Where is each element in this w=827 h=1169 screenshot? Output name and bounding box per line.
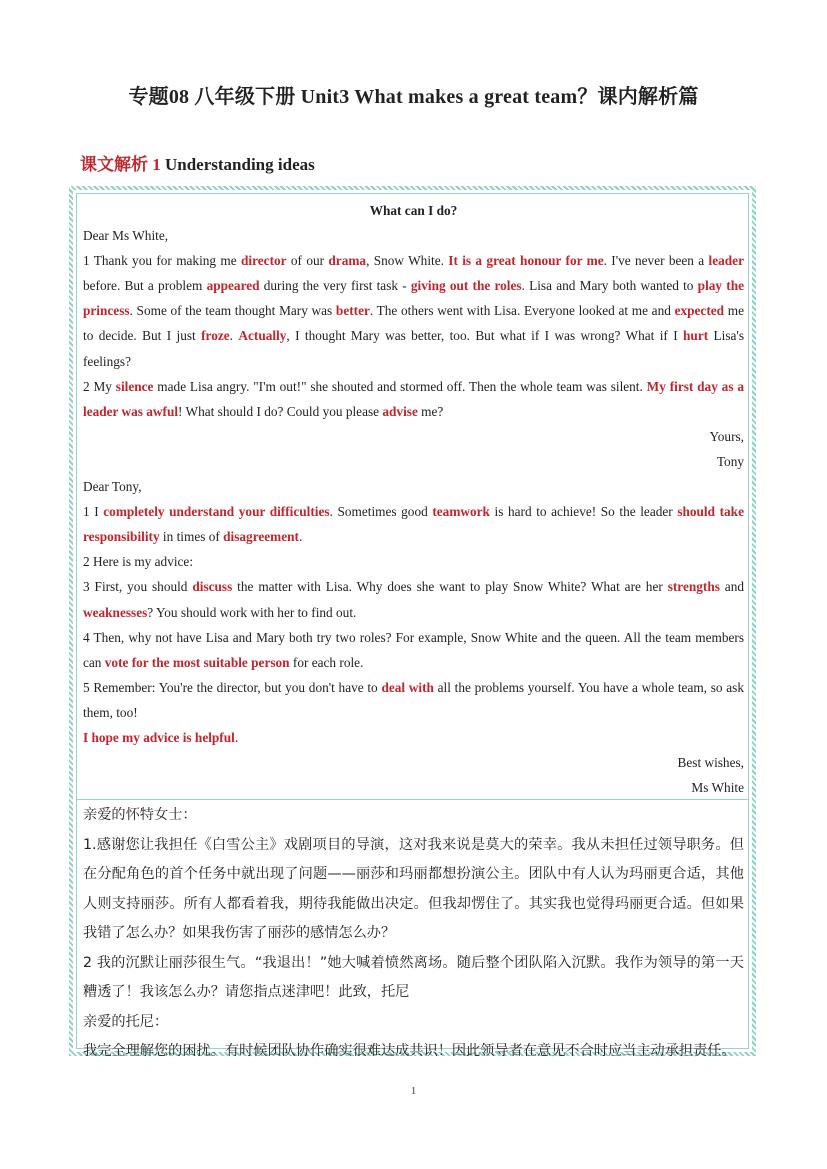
text-run: before. But a problem xyxy=(83,278,207,294)
letter2-greeting: Dear Tony, xyxy=(83,479,142,495)
page-title: 专题08 八年级下册 Unit3 What makes a great team？课内解析篇 xyxy=(128,86,699,108)
highlighted-phrase: teamwork xyxy=(432,504,490,520)
text-run: is hard to achieve! So the leader xyxy=(489,504,678,520)
letter1-signature: Tony xyxy=(716,453,744,469)
highlighted-phrase: leader xyxy=(708,253,744,269)
highlighted-phrase: better xyxy=(335,303,370,319)
english-letters xyxy=(77,194,748,800)
letter-title: What can I do? xyxy=(369,203,458,218)
highlighted-phrase: appeared xyxy=(206,278,260,294)
text-box-inner xyxy=(76,193,749,1059)
letter2-paragraph-2: 2 Here is my advice: xyxy=(83,554,194,570)
text-run: 1 Thank you for making me xyxy=(83,253,242,269)
page-number: 1 xyxy=(410,1085,417,1097)
text-box xyxy=(69,186,756,1059)
text-run: , I thought Mary was better, too. But what if I was wrong? What if I xyxy=(286,328,684,344)
text-run: the matter with Lisa. Why does she want to play Snow White? What are her xyxy=(232,579,668,595)
letter2-paragraph-3 xyxy=(83,574,744,624)
section-heading xyxy=(80,150,315,175)
highlighted-phrase: drama xyxy=(328,253,367,269)
translation-paragraph-2: 2 我的沉默让丽莎很生气。“我退出！”她大喊着愤然离场。随后整个团队陷入沉默。我作为领导的第一天糟透了！我该怎么办？请您指点迷津吧！此致，托尼 xyxy=(83,954,744,1000)
letter2-paragraph-1 xyxy=(83,499,744,549)
text-run: . xyxy=(298,529,303,545)
highlighted-phrase: discuss xyxy=(192,579,233,595)
highlighted-phrase: giving out the roles xyxy=(410,278,522,294)
highlighted-phrase: hurt xyxy=(683,328,709,344)
highlighted-phrase: weaknesses xyxy=(83,604,148,620)
letter2-paragraph-6 xyxy=(83,725,744,750)
highlighted-phrase: vote for the most suitable person xyxy=(104,654,290,670)
highlighted-phrase: My first day as a leader was awful xyxy=(83,378,744,419)
highlighted-phrase: advise xyxy=(382,403,418,419)
chinese-translation xyxy=(77,801,748,1059)
text-run: made Lisa angry. "I'm out!" she shouted and stormed off. Then the whole team was silent. xyxy=(153,378,647,394)
text-run: in times of xyxy=(159,529,224,545)
highlighted-phrase: completely understand your difficulties xyxy=(103,504,330,520)
text-run: 2 My xyxy=(83,378,116,394)
letter1-paragraph-2 xyxy=(83,374,744,424)
text-run: . Some of the team thought Mary was xyxy=(129,303,336,319)
translation-greeting-1: 亲爱的怀特女士： xyxy=(83,807,197,823)
letter1-closing: Yours, xyxy=(709,428,744,444)
highlighted-phrase: should take responsibility xyxy=(83,504,744,545)
highlighted-phrase: froze xyxy=(201,328,230,344)
letter2-paragraph-5 xyxy=(83,675,744,725)
text-run: me to decide. But I just xyxy=(83,303,744,344)
highlighted-phrase: I hope my advice is helpful xyxy=(83,729,235,745)
translation-greeting-2: 亲爱的托尼： xyxy=(83,1013,169,1030)
text-run: 3 First, you should xyxy=(83,579,193,595)
text-run: during the very first task - xyxy=(259,278,411,294)
text-run: . xyxy=(234,729,239,745)
translation-paragraph-1: 1.感谢您让我担任《白雪公主》戏剧项目的导演，这对我来说是莫大的荣幸。我从未担任过领导职务。但在分配角色的首个任务中就出现了问题——丽莎和玛丽都想扮演公主。团队中有人认为玛丽更合适，其他人则支持丽莎。所有人都看着我，期待我能做出决定。但我却愣住了。其实我也觉得玛丽更合适。但如果我错了怎么办？如果我伤害了丽莎的感情怎么办？ xyxy=(83,836,744,941)
highlighted-phrase: deal with xyxy=(381,679,434,695)
letter2-paragraph-4 xyxy=(83,625,744,675)
text-run: . Lisa and Mary both wanted to xyxy=(521,278,698,294)
highlighted-phrase: play the princess xyxy=(83,278,744,319)
highlighted-phrase: Actually xyxy=(238,328,287,344)
letter1-paragraph-1 xyxy=(83,248,744,373)
text-run: of our xyxy=(286,253,329,269)
highlighted-phrase: disagreement xyxy=(223,529,299,545)
letter2-closing: Best wishes, xyxy=(677,755,744,771)
text-run: me? xyxy=(417,403,444,419)
text-run: . xyxy=(229,328,239,344)
text-run: for each role. xyxy=(289,654,364,670)
highlighted-phrase: expected xyxy=(674,303,725,319)
text-run: , Snow White. xyxy=(366,253,449,269)
text-run: 5 Remember: You're the director, but you don't have to xyxy=(83,679,382,695)
text-run: ! What should I do? Could you please xyxy=(178,403,383,419)
text-run: 1 I xyxy=(83,504,104,520)
text-run: . Sometimes good xyxy=(329,504,433,520)
section-label: Understanding ideas xyxy=(165,155,315,174)
text-run: Lisa's feelings? xyxy=(83,328,745,369)
translation-paragraph-3: 我完全理解您的困扰。有时候团队协作确实很难达成共识！因此领导者在意见不合时应当主动承担责任。 xyxy=(83,1043,736,1059)
highlighted-phrase: director xyxy=(241,253,287,269)
text-run: all the problems yourself. You have a whole team, so ask them, too! xyxy=(83,679,744,720)
letter1-greeting: Dear Ms White, xyxy=(83,228,169,244)
letter2-signature: Ms White xyxy=(691,780,744,796)
text-run: 4 Then, why not have Lisa and Mary both try two roles? For example, Snow White and the queen. All the team members can xyxy=(83,629,744,670)
highlighted-phrase: strengths xyxy=(667,579,720,595)
section-prefix: 课文解析 1 xyxy=(80,155,165,174)
highlighted-phrase: silence xyxy=(115,378,154,394)
highlighted-phrase: It is a great honour for me xyxy=(448,253,604,269)
text-run: . The others went with Lisa. Everyone looked at me and xyxy=(369,303,675,319)
text-run: . I've never been a xyxy=(603,253,709,269)
text-run: and xyxy=(719,579,745,595)
text-run: ? You should work with her to find out. xyxy=(147,604,357,620)
